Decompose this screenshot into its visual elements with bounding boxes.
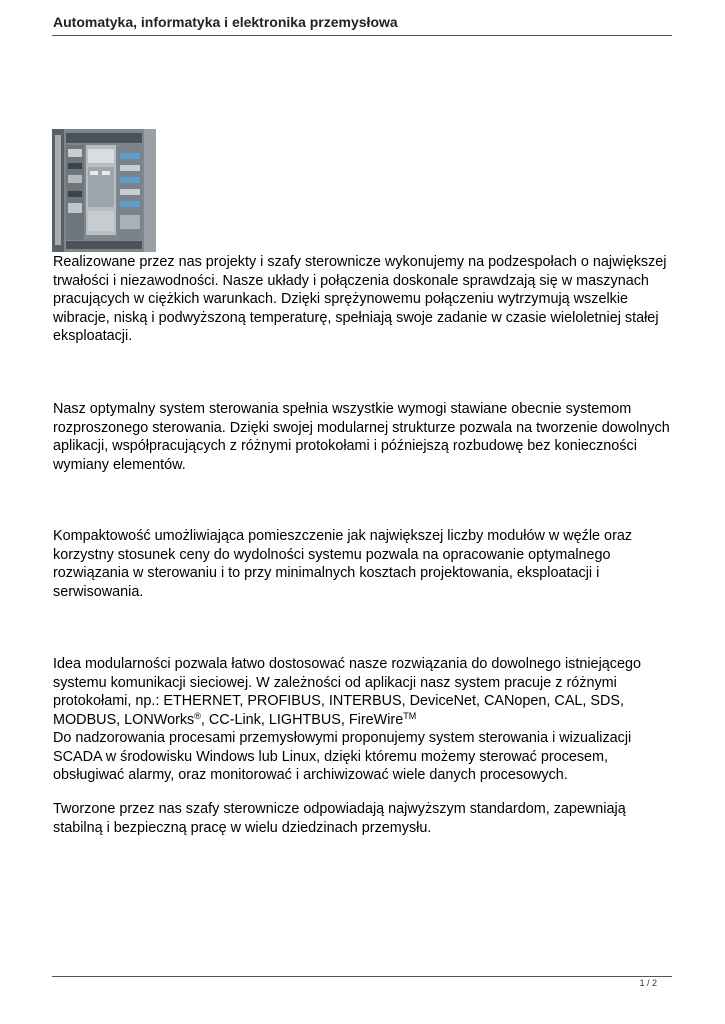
paragraph-control-system: Nasz optymalny system sterowania spełnia wszystkie wymogi stawiane obecnie systemom rozproszonego sterowania. Dzięki swojej modularnej strukturze pozwala na tworzenie dowolnych aplikacji, współpracujących z różnymi protokołami i późniejszą rozbudowę bez konieczności wymiany elementów. (53, 401, 670, 473)
header-rule (52, 35, 672, 36)
paragraph-compactness: Kompaktowość umożliwiająca pomieszczenie jak największej liczby modułów w węźle oraz korzystny stosunek ceny do wydolności systemu pozwala na opracowanie optymalnego rozwiązania w sterowaniu i to przy minimalnych kosztach projektowania, eksploatacji i serwisowania. (53, 528, 633, 600)
page-number: 1 / 2 (639, 978, 657, 988)
paragraph-modularity-part-b: , CC-Link, LIGHTBUS, FireWire (200, 711, 404, 728)
paragraph-reliability: Realizowane przez nas projekty i szafy sterownicze wykonujemy na podzespołach o największej trwałości i niezawodności. Nasze układy i połączenia doskonale sprawdzają się w maszynach pracujących w ciężkich warunkach. Dzięki sprężynowemu połączeniu wytrzymują wszelkie wibracje, niską i podwyższoną temperaturę, spełniają swoje zadanie w czasie wieloletniej stałej eksploatacji. (53, 254, 667, 344)
paragraph-modularity-part-a: Idea modularności pozwala łatwo dostosować nasze rozwiązania do dowolnego istniejącego systemu komunikacji sieciowej. W zależności od aplikacji nasz system pracuje z różnymi protokołami, np.: ETHERNET, PROFIBUS, INTERBUS, DeviceNet, CANopen, CAL, SDS, MODBUS, LONWorks (53, 656, 641, 728)
footer-rule (52, 976, 672, 977)
trademark-mark: TM (403, 710, 417, 721)
page-header-title: Automatyka, informatyka i elektronika przemysłowa (53, 14, 398, 30)
paragraph-scada: Do nadzorowania procesami przemysłowymi proponujemy system sterowania i wizualizacji SCADA w środowisku Windows lub Linux, dzięki któremu możemy sterować procesem, obsługiwać alarmy, oraz monitorować i archiwizować wiele danych procesowych. (53, 730, 632, 783)
paragraph-standards: Tworzone przez nas szafy sterownicze odpowiadają najwyższym standardom, zapewniają stabilną i bezpieczną pracę w wielu dziedzinach przemysłu. (53, 801, 626, 836)
paragraph-modularity (53, 655, 673, 785)
control-cabinet-photo (52, 129, 156, 252)
registered-mark: ® (194, 710, 201, 721)
